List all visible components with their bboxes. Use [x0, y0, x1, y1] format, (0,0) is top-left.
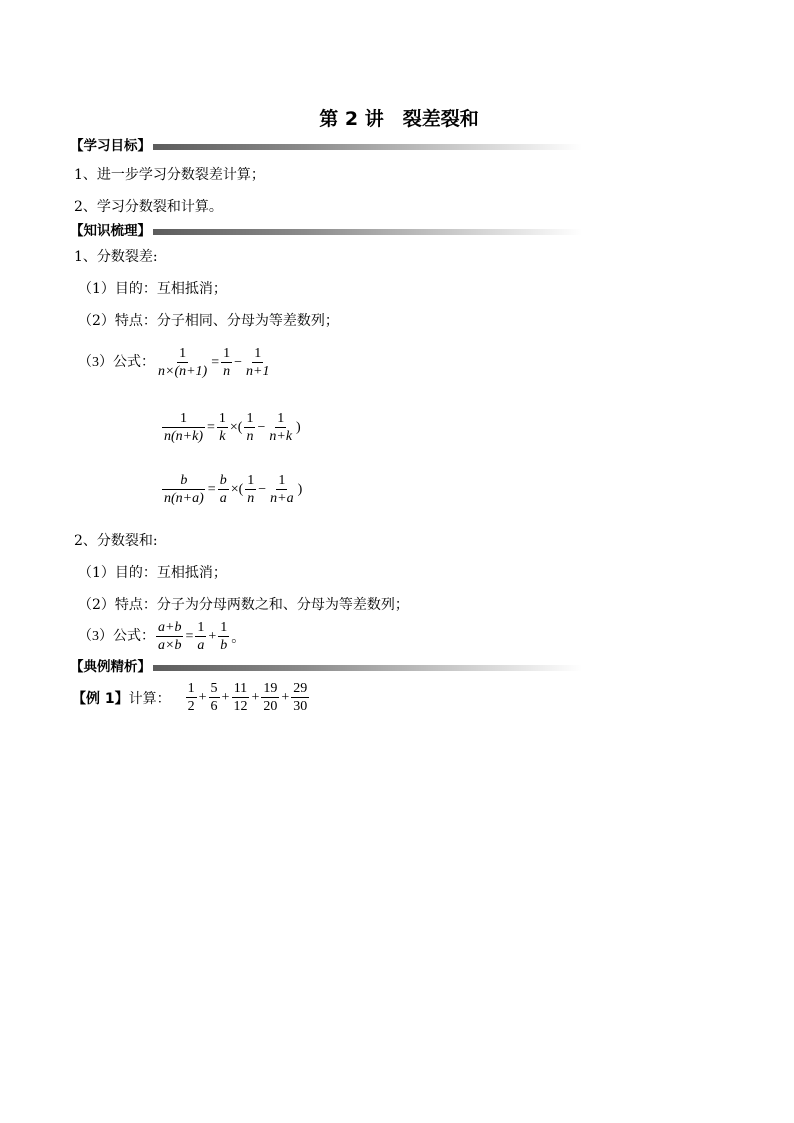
formula-split-diff-3	[161, 472, 303, 507]
split-sum-feature: （2）特点：分子为分母两数之和、分母为等差数列；	[78, 597, 409, 613]
section-label-goals: 【学习目标】	[70, 138, 151, 154]
plus-sign: +	[208, 628, 217, 644]
example-label: 【例 1】	[72, 690, 129, 707]
fraction	[156, 619, 183, 654]
split-sum-heading: 2、分数裂和:	[74, 533, 158, 549]
equals-sign: =	[207, 419, 215, 435]
denominator: n	[246, 429, 254, 444]
goal-item: 1、进一步学习分数裂差计算；	[74, 167, 265, 183]
close-paren: )	[296, 419, 301, 435]
section-label-knowledge: 【知识梳理】	[70, 223, 151, 239]
example-text: 计算：	[128, 691, 171, 707]
times-open-paren: ×(	[229, 419, 243, 435]
numerator: 1	[179, 346, 187, 361]
fraction	[231, 680, 249, 715]
numerator: 1	[187, 681, 195, 696]
split-diff-heading: 1、分数裂差:	[74, 249, 158, 265]
fraction	[209, 680, 220, 715]
fraction	[162, 410, 205, 445]
denominator: 30	[293, 699, 308, 714]
numerator: 11	[233, 681, 248, 696]
numerator: a+b	[158, 620, 182, 635]
times-open-paren: ×(	[230, 481, 244, 497]
denominator: a	[197, 638, 205, 653]
numerator: 5	[210, 681, 218, 696]
numerator: 19	[263, 681, 278, 696]
numerator: 1	[162, 410, 205, 428]
fraction	[267, 410, 294, 445]
denominator: n	[247, 491, 255, 506]
formula-label: （3）公式：	[78, 628, 155, 644]
equals-sign: =	[207, 481, 216, 497]
denominator: n+k	[269, 429, 293, 444]
fraction	[186, 680, 197, 715]
split-diff-purpose: （1）目的：互相抵消；	[78, 281, 227, 297]
formula-split-diff-1	[78, 345, 272, 380]
numerator: 1	[220, 620, 228, 635]
fraction	[156, 345, 209, 380]
fraction	[245, 472, 256, 507]
section-header-examples	[70, 659, 582, 675]
formula-split-sum	[78, 619, 246, 654]
denominator: a×b	[158, 638, 182, 653]
section-divider-bar	[153, 229, 582, 235]
denominator: n×(n+1)	[158, 364, 208, 379]
formula-split-diff-2	[161, 410, 302, 445]
denominator: b	[220, 638, 228, 653]
goal-item: 2、学习分数裂和计算。	[74, 199, 223, 215]
numerator: b	[162, 472, 205, 490]
fraction	[291, 680, 309, 715]
fraction	[261, 680, 279, 715]
plus-sign: +	[221, 689, 230, 705]
period: 。	[231, 630, 246, 646]
close-paren: )	[297, 481, 303, 497]
numerator: 1	[218, 411, 226, 426]
section-divider-bar	[153, 665, 582, 671]
denominator: 12	[233, 699, 248, 714]
denominator: n+1	[246, 364, 270, 379]
page-title: 第 2 讲 裂差裂和	[319, 108, 479, 130]
fraction	[268, 472, 295, 507]
denominator: 2	[187, 699, 195, 714]
denominator: n(n+a)	[164, 491, 204, 506]
equals-sign: =	[185, 628, 194, 644]
section-header-knowledge	[70, 223, 582, 239]
numerator: 1	[278, 473, 286, 488]
section-divider-bar	[153, 144, 582, 150]
fraction	[195, 619, 206, 654]
formula-label: （3）公式：	[78, 354, 155, 370]
numerator: 29	[293, 681, 308, 696]
split-diff-feature: （2）特点：分子相同、分母为等差数列；	[78, 313, 339, 329]
numerator: 1	[247, 473, 255, 488]
fraction	[244, 345, 271, 380]
numerator: 1	[277, 411, 285, 426]
denominator: n	[223, 364, 231, 379]
numerator: 1	[197, 620, 205, 635]
denominator: n+a	[270, 491, 294, 506]
section-label-examples: 【典例精析】	[70, 659, 151, 675]
plus-sign: +	[251, 689, 260, 705]
fraction	[217, 410, 228, 445]
denominator: a	[219, 491, 227, 506]
minus-sign: −	[258, 481, 267, 497]
fraction	[244, 410, 255, 445]
example-1	[72, 680, 310, 715]
fraction	[218, 619, 229, 654]
plus-sign: +	[281, 689, 290, 705]
section-header-goals	[70, 138, 582, 154]
denominator: n(n+k)	[164, 429, 203, 444]
numerator: b	[219, 473, 227, 488]
split-sum-purpose: （1）目的：互相抵消；	[78, 565, 227, 581]
plus-sign: +	[198, 689, 207, 705]
minus-sign: −	[234, 354, 243, 370]
fraction	[162, 472, 206, 507]
numerator: 1	[254, 346, 262, 361]
minus-sign: −	[257, 419, 266, 435]
denominator: k	[219, 429, 226, 444]
numerator: 1	[246, 411, 254, 426]
equals-sign: =	[211, 354, 220, 370]
fraction	[221, 345, 232, 380]
fraction	[218, 472, 229, 507]
numerator: 1	[223, 346, 231, 361]
denominator: 6	[210, 699, 218, 714]
denominator: 20	[263, 699, 278, 714]
